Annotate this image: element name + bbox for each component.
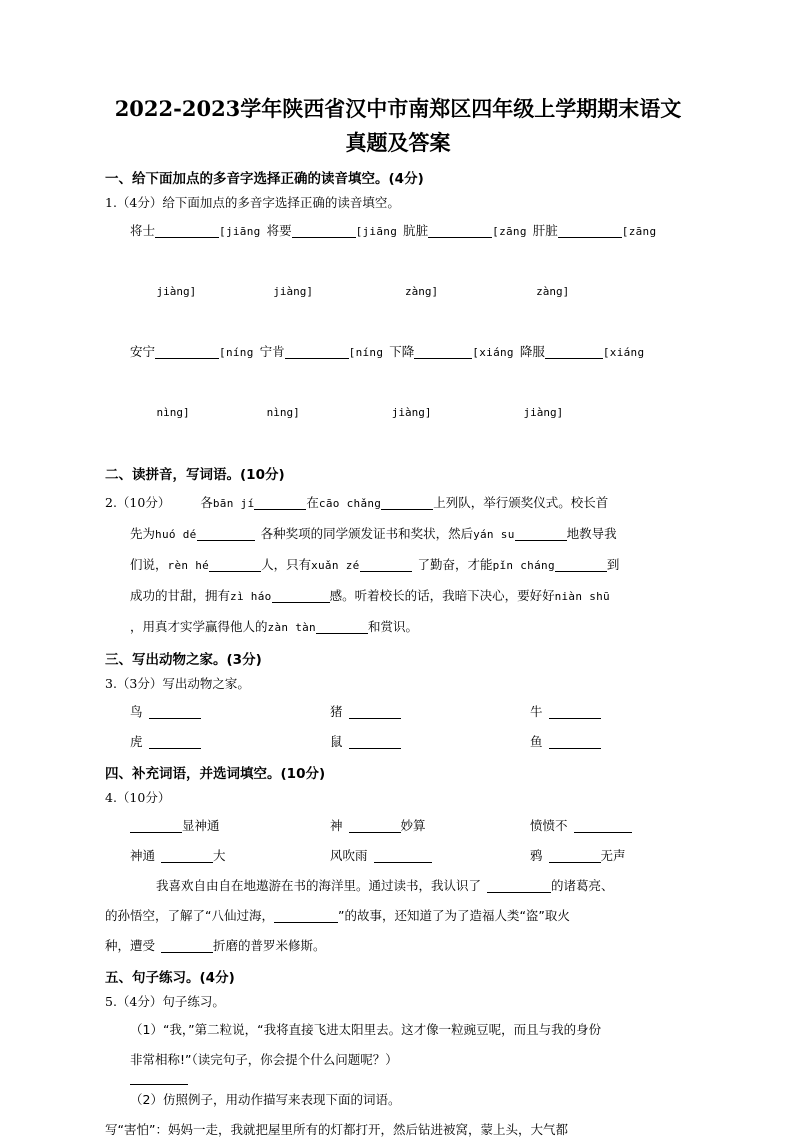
q3-animal-item-3 [530,697,691,727]
q4-answer-blank-2[interactable] [349,819,401,833]
q2-t10: 到 [606,557,620,572]
q4-idiom-item-3 [530,811,691,841]
q1-row-2 [105,337,691,368]
q1-pinyin-close-3: zàng] [405,285,439,298]
q2-answer-blank-5[interactable] [209,558,261,572]
q1-row-1-tones [105,247,691,337]
q4-passage-blank-2[interactable] [274,909,338,923]
q3-answer-blank-3[interactable] [549,705,601,719]
q5-sub2-line-1: （2）仿照例子，用动作描写来表现下面的词语。 [130,1092,401,1107]
q4-idiom-item-6 [530,841,691,871]
question-5-stem [105,991,691,1013]
q4-passage-t3: 的孙悟空，了解了“八仙过海， [105,908,274,923]
q3-animal-label-4: 虎 [130,734,143,749]
q3-animal-item-2 [330,697,530,727]
question-1-number: 1.（4分） [105,195,163,210]
q2-t13: ，用真才实学赢得他人的 [130,619,268,634]
section-heading-2: 二、读拼音，写词语。(10分) [105,467,285,483]
q1-answer-blank-1[interactable] [155,224,219,238]
question-1-stem-text: 给下面加点的多音字选择正确的读音填空。 [162,195,400,210]
q1-answer-blank-3[interactable] [428,224,492,238]
q2-t9: 了勤奋，才能 [417,557,493,572]
q4-idiom-before-3: 愤愤不 [530,818,568,833]
q1-answer-blank-5[interactable] [155,345,219,359]
q4-answer-blank-6[interactable] [549,849,601,863]
q4-passage-t4: ”的故事，还知道了为了造福人类“盗”取火 [337,908,570,923]
q2-t8: 人，只有 [261,557,312,572]
q3-animal-label-6: 鱼 [530,734,543,749]
q2-pinyin-7: pǐn cháng [492,559,555,572]
q4-idiom-before-4: 神通 [130,848,156,863]
q3-answer-blank-5[interactable] [349,735,401,749]
q2-answer-blank-6[interactable] [360,558,412,572]
q1-word-4: 肝脏 [532,223,558,238]
q4-answer-blank-4[interactable] [161,849,213,863]
q2-line-3 [105,550,691,581]
q3-animal-label-1: 鸟 [130,704,143,719]
q1-word-5: 安宁 [130,344,156,359]
q1-word-3: 肮脏 [403,223,429,238]
q3-animal-item-5 [330,727,530,757]
q2-pinyin-3: huó dé [155,528,197,541]
q5-sub1-line-2: 非常相称!”（读完句子，你会提个什么问题呢？） [130,1052,398,1067]
q4-idiom-after-6: 无声 [600,848,626,863]
q1-pinyin-open-8: [xiáng [602,346,645,359]
q2-answer-blank-1[interactable] [254,496,306,510]
q2-answer-blank-7[interactable] [555,558,607,572]
question-1-stem [105,192,691,214]
q2-pinyin-1: bān jí [212,497,255,510]
q4-idiom-before-2: 神 [330,818,343,833]
q3-answer-blank-1[interactable] [149,705,201,719]
q4-idiom-item-5 [330,841,530,871]
q3-animal-label-3: 牛 [530,704,543,719]
q1-row-2-tones [105,368,691,458]
q1-answer-blank-7[interactable] [414,345,472,359]
q4-passage-t2: 的诸葛亮、 [551,878,614,893]
q4-answer-blank-5[interactable] [374,849,432,863]
q4-idiom-item-1 [130,811,330,841]
q2-t5: 各种奖项的同学颁发证书和奖状，然后 [260,526,474,541]
q1-pinyin-open-7: [xiáng [472,346,514,359]
q3-animal-label-5: 鼠 [330,734,343,749]
q2-t12: 感。听着校长的话，我暗下决心，要好好 [329,588,555,603]
q2-answer-blank-2[interactable] [381,496,433,510]
q1-pinyin-close-6: nìng] [266,406,300,419]
q4-idiom-before-6: 鸦 [530,848,543,863]
q2-answer-blank-4[interactable] [515,527,567,541]
q4-idiom-before-5: 风吹雨 [330,848,368,863]
q3-animals-row-2 [105,727,691,757]
question-5-number: 5.（4分） [105,994,163,1009]
q5-sub2-line-2: 写“害怕”：妈妈一走，我就把屋里所有的灯都打开，然后钻进被窝，蒙上头，大气都 [105,1122,568,1137]
q2-pinyin-5: rèn hé [167,559,210,572]
q3-answer-blank-6[interactable] [549,735,601,749]
q3-animal-item-1 [130,697,330,727]
q4-answer-blank-3[interactable] [574,819,632,833]
q2-pinyin-9: niàn shū [554,590,610,603]
q2-pinyin-10: zàn tàn [267,621,316,634]
page-title-line1: 2022-2023学年陕西省汉中市南郑区四年级上学期期末语文 [114,96,682,121]
q1-answer-blank-4[interactable] [558,224,622,238]
q1-pinyin-close-7: jiàng] [391,406,432,419]
q4-idiom-after-2: 妙算 [400,818,426,833]
q2-line-4 [105,581,691,612]
q1-pinyin-open-3: [zāng [492,225,527,238]
section-heading-1: 一、给下面加点的多音字选择正确的读音填空。(4分) [105,171,424,187]
q4-passage-line-3 [105,931,691,961]
q3-answer-blank-2[interactable] [349,705,401,719]
q1-pinyin-close-5: nìng] [156,406,190,419]
q1-pinyin-close-8: jiàng] [523,406,564,419]
q2-answer-blank-3[interactable] [197,527,255,541]
q2-t14: 和赏识。 [367,619,418,634]
page-title [105,92,691,160]
q4-passage-blank-3[interactable] [161,939,213,953]
q2-answer-blank-8[interactable] [272,589,330,603]
q4-idiom-row-1 [105,811,691,841]
question-4-number: 4.（10分） [105,790,171,805]
q4-idiom-after-4: 大 [213,848,226,863]
question-2-number: 2.（10分） [105,495,171,510]
q4-idiom-row-2 [105,841,691,871]
q2-pinyin-6: xuǎn zé [311,559,360,572]
q3-answer-blank-4[interactable] [149,735,201,749]
q2-t7: 们说， [130,557,168,572]
q2-t1: 各 [200,495,213,510]
q4-idiom-item-2 [330,811,530,841]
q2-line-1 [105,488,691,519]
q2-pinyin-2: cāo chǎng [318,497,382,510]
q4-idiom-after-1: 显神通 [182,818,220,833]
q2-pinyin-4: yán su [473,528,515,541]
q1-pinyin-open-2: [jiāng [355,225,398,238]
q1-word-8: 降服 [519,344,545,359]
q3-animal-item-6 [530,727,691,757]
q1-pinyin-open-5: [níng [219,346,254,359]
question-3-stem-text: 写出动物之家。 [162,676,250,691]
q1-word-6: 宁肯 [259,344,285,359]
q1-word-1: 将士 [130,223,156,238]
q4-answer-blank-1[interactable] [130,819,182,833]
q4-passage-t1: 我喜欢自由自在地遨游在书的海洋里。通过读书，我认识了 [156,878,482,893]
q2-t4: 先为 [130,526,156,541]
q3-animal-label-2: 猪 [330,704,343,719]
q3-animals-row-1 [105,697,691,727]
q1-word-7: 下降 [389,344,415,359]
question-4-stem [105,787,691,809]
q1-pinyin-open-1: [jiāng [219,225,261,238]
q4-passage-blank-1[interactable] [487,879,551,893]
q4-idiom-item-4 [130,841,330,871]
q1-answer-blank-2[interactable] [292,224,356,238]
section-heading-5: 五、句子练习。(4分) [105,970,235,986]
question-3-number: 3.（3分） [105,676,163,691]
q2-t6: 地教导我 [566,526,617,541]
q3-animal-item-4 [130,727,330,757]
q1-pinyin-close-4: zàng] [536,285,570,298]
section-heading-4: 四、补充词语，并选词填空。(10分) [105,766,326,782]
question-3-stem [105,673,691,695]
question-5-stem-text: 句子练习。 [162,994,225,1009]
q2-t2: 在 [306,495,319,510]
q1-answer-blank-8[interactable] [545,345,603,359]
q4-passage-line-2 [105,901,691,931]
q2-line-5 [105,612,691,643]
q4-passage-t5: 种，遭受 [105,938,156,953]
section-heading-3: 三、写出动物之家。(3分) [105,652,262,668]
q5-sub1-line-1: （1）“我，”第二粒说，“我将直接飞进太阳里去。这才像一粒豌豆呢，而且与我的身份 [130,1022,602,1037]
q4-passage-line-1 [105,871,691,901]
q1-answer-blank-6[interactable] [285,345,349,359]
q2-answer-blank-9[interactable] [316,620,368,634]
q2-t11: 成功的甘甜，拥有 [130,588,231,603]
q2-pinyin-8: zì háo [230,590,272,603]
q2-t3: 上列队，举行颁奖仪式。校长首 [433,495,609,510]
q1-pinyin-close-1: jiàng] [156,285,197,298]
q1-pinyin-open-4: [zāng [621,225,657,238]
q4-passage-t6: 折磨的普罗米修斯。 [213,938,326,953]
q1-word-2: 将要 [266,223,292,238]
page-title-line2: 真题及答案 [345,130,451,155]
q1-row-1 [105,216,691,247]
q1-pinyin-close-2: jiàng] [273,285,313,298]
q1-pinyin-open-6: [níng [348,346,384,359]
q2-line-2 [105,519,691,550]
